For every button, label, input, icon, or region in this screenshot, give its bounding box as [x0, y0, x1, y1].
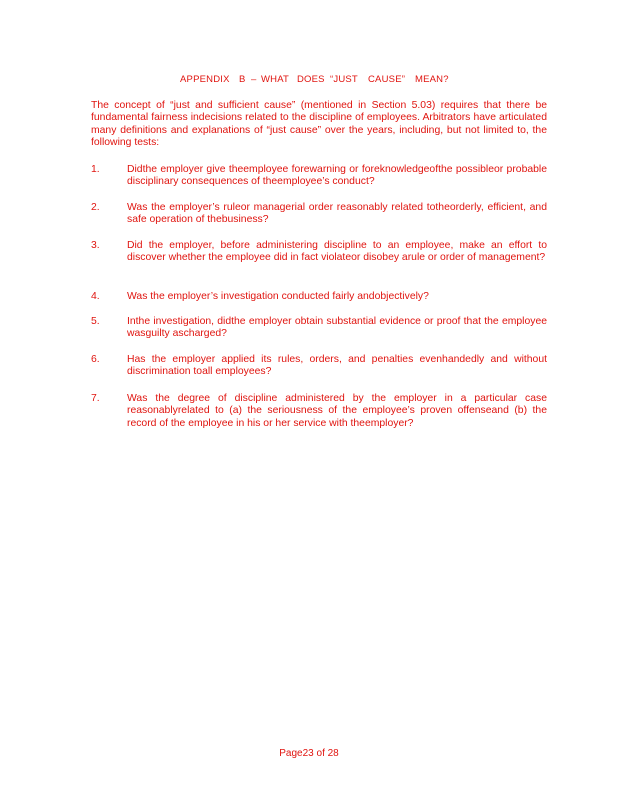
list-item-number: 3.	[91, 240, 100, 251]
intro-paragraph: The concept of “just and sufficient cause” (mentioned in Section 5.03) requires that there be fundamental fairness indecisions related to the discipline of employees. Arbitrators have articulated many definitions and explanations of “just cause” over the years, including, but not limited to, the following tests:	[91, 100, 547, 149]
title-word: WHAT	[261, 74, 290, 85]
list-item-number: 6.	[91, 354, 100, 365]
list-item-number: 2.	[91, 202, 100, 213]
list-item-text: Was the employer’s investigation conducted fairly andobjectively?	[127, 291, 429, 302]
title-word: B	[239, 74, 246, 85]
title-word: –	[251, 74, 257, 85]
page-number-footer: Page23 of 28	[279, 748, 339, 759]
title-word: “JUST	[330, 74, 358, 85]
list-item-number: 1.	[91, 164, 100, 175]
list-item-text: Has the employer applied its rules, orders, and penalties evenhandedly and without discrimination toall employees?	[127, 354, 547, 378]
list-item-text: Was the employer’s ruleor managerial order reasonably related totheorderly, efficient, and safe operation of thebusiness?	[127, 202, 547, 226]
list-item-number: 4.	[91, 291, 100, 302]
list-item-number: 7.	[91, 393, 100, 404]
title-word: APPENDIX	[180, 74, 230, 85]
title-word: DOES	[297, 74, 325, 85]
list-item-text: Didthe employer give theemployee forewarning or foreknowledgeofthe possibleor probable disciplinary consequences of theemployee’s conduct?	[127, 164, 547, 188]
title-word: CAUSE”	[368, 74, 406, 85]
list-item-text: Did the employer, before administering discipline to an employee, make an effort to discover whether the employee did in fact violateor disobey arule or order of management?	[127, 240, 547, 264]
title-word: MEAN?	[415, 74, 449, 85]
list-item-text: Inthe investigation, didthe employer obtain substantial evidence or proof that the employee wasguilty ascharged?	[127, 316, 547, 340]
list-item-text: Was the degree of discipline administered by the employer in a particular case reasonablyrelated to (a) the seriousness of the employee’s proven offenseand (b) the record of the employee in his or her service with theemployer?	[127, 393, 547, 429]
list-item-number: 5.	[91, 316, 100, 327]
